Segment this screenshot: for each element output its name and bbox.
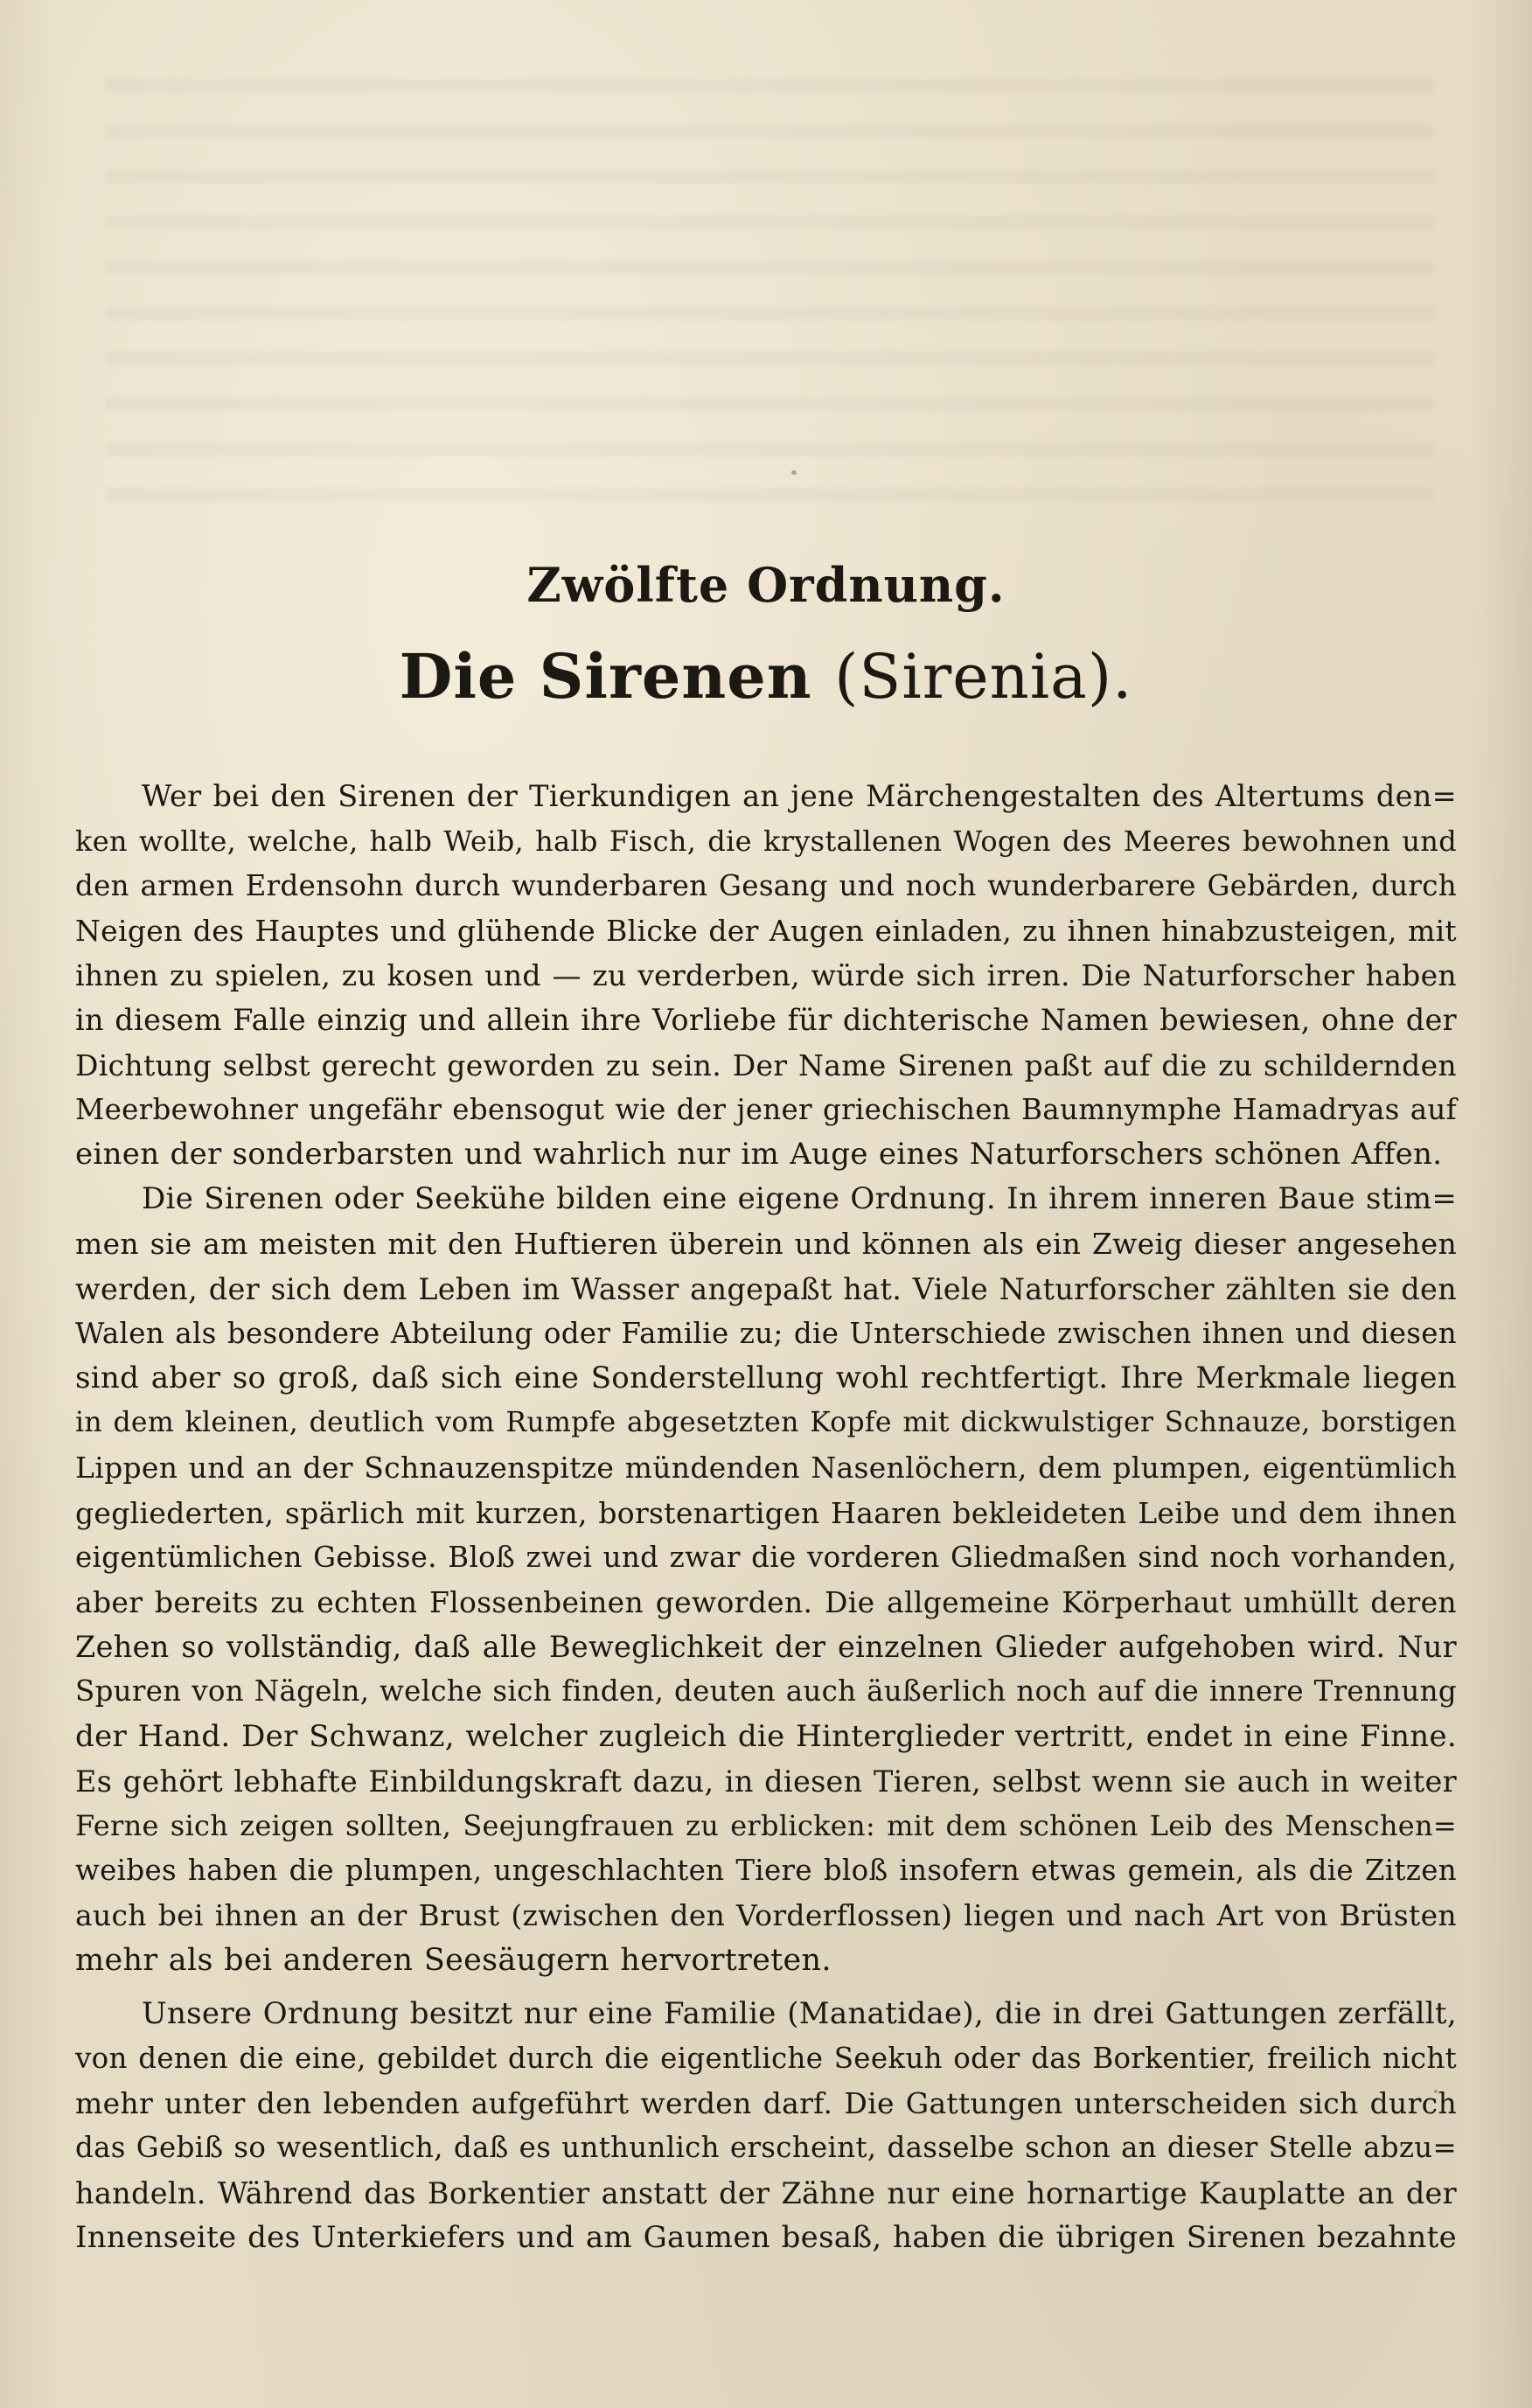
paragraph-3 (75, 1992, 1457, 2260)
text-line: Spuren von Nägeln, welche sich finden, deuten auch äußerlich noch auf die innere Trennung (75, 1674, 1457, 1709)
text-line: Innenseite des Unterkiefers und am Gaumen besaß, haben die übrigen Sirenen bezahnte (75, 2219, 1457, 2255)
text-line: handeln. Während das Borkentier anstatt der Zähne nur eine hornartige Kauplatte an der (75, 2175, 1457, 2210)
text-line: ihnen zu spielen, zu kosen und — zu verderben, würde sich irren. Die Naturforscher haben (75, 958, 1457, 993)
text-line: Zehen so vollständig, daß alle Beweglichkeit der einzelnen Glieder aufgehoben wird. Nur (75, 1630, 1457, 1665)
text-line: in diesem Falle einzig und allein ihre Vorliebe für dichterische Namen bewiesen, ohne der (75, 1003, 1457, 1038)
text-line: werden, der sich dem Leben im Wasser angepaßt hat. Viele Naturforscher zählten sie den (75, 1271, 1457, 1306)
family-heading (75, 640, 1457, 713)
text-line: das Gebiß so wesentlich, daß es unthunlich erscheint, dasselbe schon an dieser Stelle abzu= (75, 2131, 1457, 2165)
text-line: Die Sirenen oder Seekühe bilden eine eigene Ordnung. In ihrem inneren Baue stim= (142, 1181, 1458, 1217)
text-line: men sie am meisten mit den Huftieren überein und können als ein Zweig dieser angesehen (75, 1227, 1457, 1262)
paragraph-gap (75, 1983, 1457, 1992)
text-line: mehr unter den lebenden aufgeführt werden darf. Die Gattungen unterscheiden sich durch (75, 2086, 1457, 2121)
family-heading-german: Die Sirenen (399, 640, 812, 713)
order-heading: Zwölfte Ordnung. (526, 557, 1006, 613)
text-line: Es gehört lebhafte Einbildungskraft dazu, in diesen Tieren, selbst wenn sie auch in weiter (75, 1764, 1457, 1799)
text-line: aber bereits zu echten Flossenbeinen geworden. Die allgemeine Körperhaut umhüllt deren (75, 1585, 1457, 1620)
text-line: Meerbewohner ungefähr ebensogut wie der jener griechischen Baumnymphe Hamadryas auf (75, 1092, 1457, 1126)
text-line: ken wollte, welche, halb Weib, halb Fisch, die krystallenen Wogen des Meeres bewohnen und (75, 824, 1457, 858)
text-line: Unsere Ordnung besitzt nur eine Familie (Manatidae), die in drei Gattungen zerfällt, (142, 1995, 1457, 2031)
paragraph-2 (75, 1177, 1457, 1983)
paper-speck (1434, 2090, 1438, 2093)
text-line: Neigen des Hauptes und glühende Blicke der Augen einladen, zu ihnen hinabzusteigen, mit (75, 914, 1457, 948)
text-line: sind aber so groß, daß sich eine Sonderstellung wohl rechtfertigt. Ihre Merkmale liegen (75, 1361, 1457, 1396)
text-line: Wer bei den Sirenen der Tierkundigen an jene Märchengestalten des Altertums den= (142, 779, 1457, 814)
text-line: den armen Erdensohn durch wunderbaren Gesang und noch wunderbarere Gebärden, durch (75, 868, 1457, 902)
text-line: Walen als besondere Abteilung oder Familie zu; die Unterschiede zwischen ihnen und diesen (75, 1316, 1457, 1350)
text-line: Ferne sich zeigen sollten, Seejungfrauen zu erblicken: mit dem schönen Leib des Menschen= (75, 1809, 1457, 1843)
text-line: Lippen und an der Schnauzenspitze mündenden Nasenlöchern, dem plumpen, eigentümlich (75, 1451, 1457, 1486)
text-line: eigentümlichen Gebisse. Bloß zwei und zwar die vorderen Gliedmaßen sind noch vorhanden, (75, 1540, 1457, 1574)
text-line: mehr als bei anderen Seesäugern hervortreten. (75, 1942, 832, 1978)
text-line: auch bei ihnen an der Brust (zwischen den Vorderflossen) liegen und nach Art von Brüsten (75, 1898, 1457, 1933)
text-line: weibes haben die plumpen, ungeschlachten Tiere bloß insofern etwas gemein, als die Zitzen (75, 1854, 1457, 1888)
page-content (75, 557, 1458, 2260)
text-line: von denen die eine, gebildet durch die eigentliche Seekuh oder das Borkentier, freilich nicht (75, 2042, 1457, 2076)
paper-speck (791, 470, 797, 475)
text-line: gegliederten, spärlich mit kurzen, borstenartigen Haaren bekleideten Leibe und dem ihnen (75, 1495, 1457, 1530)
text-line: in dem kleinen, deutlich vom Rumpfe abgesetzten Kopfe mit dickwulstiger Schnauze, borstigen (75, 1407, 1457, 1439)
paragraph-1 (75, 774, 1457, 1177)
family-heading-latin: (Sirenia). (834, 641, 1133, 713)
show-through-text (105, 79, 1434, 533)
text-line: einen der sonderbarsten und wahrlich nur im Auge eines Naturforschers schönen Affen. (75, 1137, 1443, 1173)
text-line: der Hand. Der Schwanz, welcher zugleich die Hinterglieder vertritt, endet in eine Finne. (75, 1718, 1457, 1754)
text-line: Dichtung selbst gerecht geworden zu sein. Der Name Sirenen paßt auf die zu schildernden (75, 1047, 1457, 1082)
